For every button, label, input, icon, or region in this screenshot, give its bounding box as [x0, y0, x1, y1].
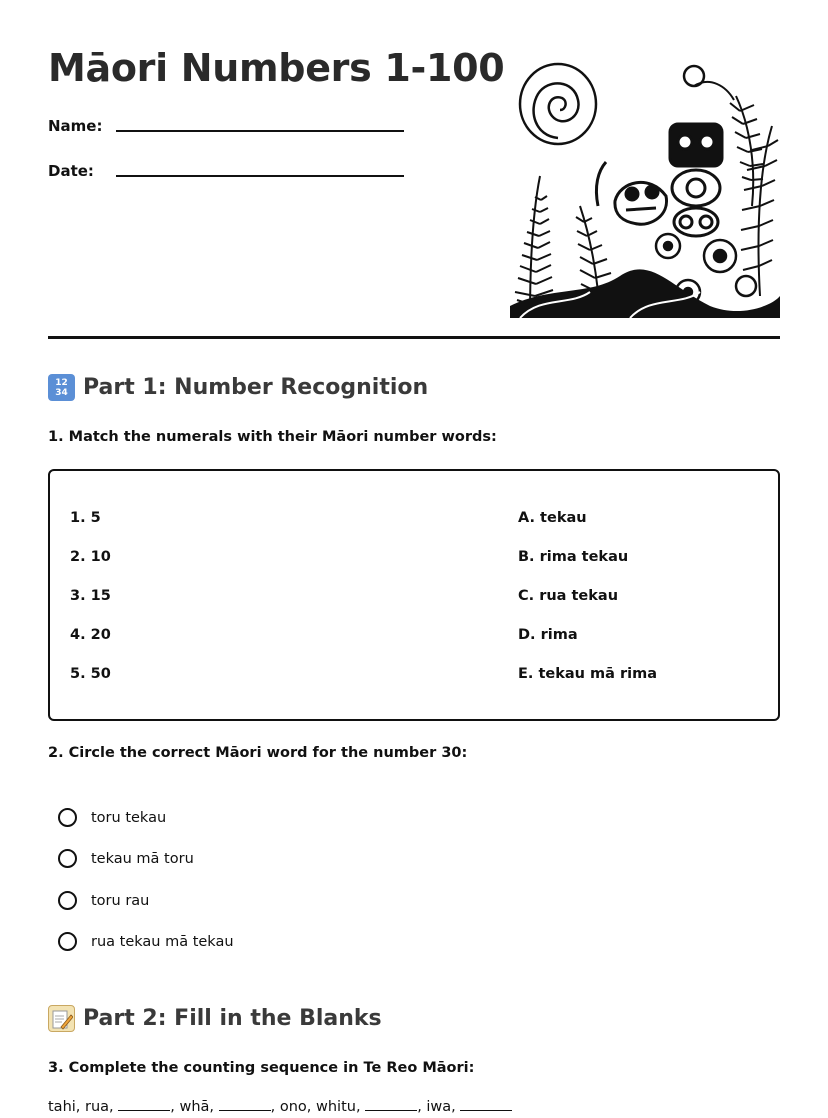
part2-heading-text: Part 2: Fill in the Blanks [83, 1006, 382, 1031]
radio-circle-icon[interactable] [58, 849, 77, 868]
name-label: Name: [48, 117, 103, 135]
option-rua-tekau-ma-tekau[interactable] [58, 932, 234, 951]
blank-line[interactable] [365, 1110, 417, 1111]
numeral-item: 1. 5 [70, 510, 101, 526]
radio-circle-icon[interactable] [58, 891, 77, 910]
numeral-item: 3. 15 [70, 588, 111, 604]
page-title: Māori Numbers 1-100 [48, 46, 505, 90]
header-divider [48, 336, 780, 339]
word-item: E. tekau mā rima [518, 666, 657, 682]
blank-line[interactable] [460, 1110, 512, 1111]
sequence-text: , ono, whitu, [270, 1099, 361, 1115]
question-3: 3. Complete the counting sequence in Te Reo Māori: [48, 1060, 475, 1076]
radio-circle-icon[interactable] [58, 932, 77, 951]
question-2: 2. Circle the correct Māori word for the number 30: [48, 745, 468, 761]
option-toru-tekau[interactable] [58, 808, 166, 827]
numeral-item: 2. 10 [70, 549, 111, 565]
memo-pencil-icon [48, 1005, 75, 1032]
word-item: D. rima [518, 627, 578, 643]
date-line[interactable] [116, 175, 404, 177]
option-toru-rau[interactable] [58, 891, 149, 910]
sequence-text: , iwa, [417, 1099, 456, 1115]
numeral-item: 5. 50 [70, 666, 111, 682]
date-label: Date: [48, 162, 94, 180]
blank-line[interactable] [118, 1110, 170, 1111]
option-label: tekau mā toru [91, 850, 194, 867]
part1-heading-text: Part 1: Number Recognition [83, 375, 429, 400]
question-1: 1. Match the numerals with their Māori number words: [48, 429, 497, 445]
part2-heading [48, 1005, 382, 1032]
option-label: toru tekau [91, 809, 167, 826]
word-item: B. rima tekau [518, 549, 629, 565]
word-item: C. rua tekau [518, 588, 619, 604]
word-item: A. tekau [518, 510, 587, 526]
counting-sequence [48, 1099, 512, 1115]
input-numbers-icon: 12 34 [48, 374, 75, 401]
numeral-item: 4. 20 [70, 627, 111, 643]
sequence-text: tahi, rua, [48, 1099, 114, 1115]
maori-koru-tiki-fern-illustration-icon [510, 56, 780, 318]
name-line[interactable] [116, 130, 404, 132]
sequence-text: , whā, [170, 1099, 215, 1115]
name-field[interactable] [48, 117, 102, 135]
matching-box [48, 469, 780, 721]
blank-line[interactable] [219, 1110, 271, 1111]
radio-circle-icon[interactable] [58, 808, 77, 827]
date-field[interactable] [48, 162, 94, 180]
option-label: toru rau [91, 892, 150, 909]
option-label: rua tekau mā tekau [91, 933, 234, 950]
option-tekau-ma-toru[interactable] [58, 849, 194, 868]
part1-heading [48, 374, 428, 401]
